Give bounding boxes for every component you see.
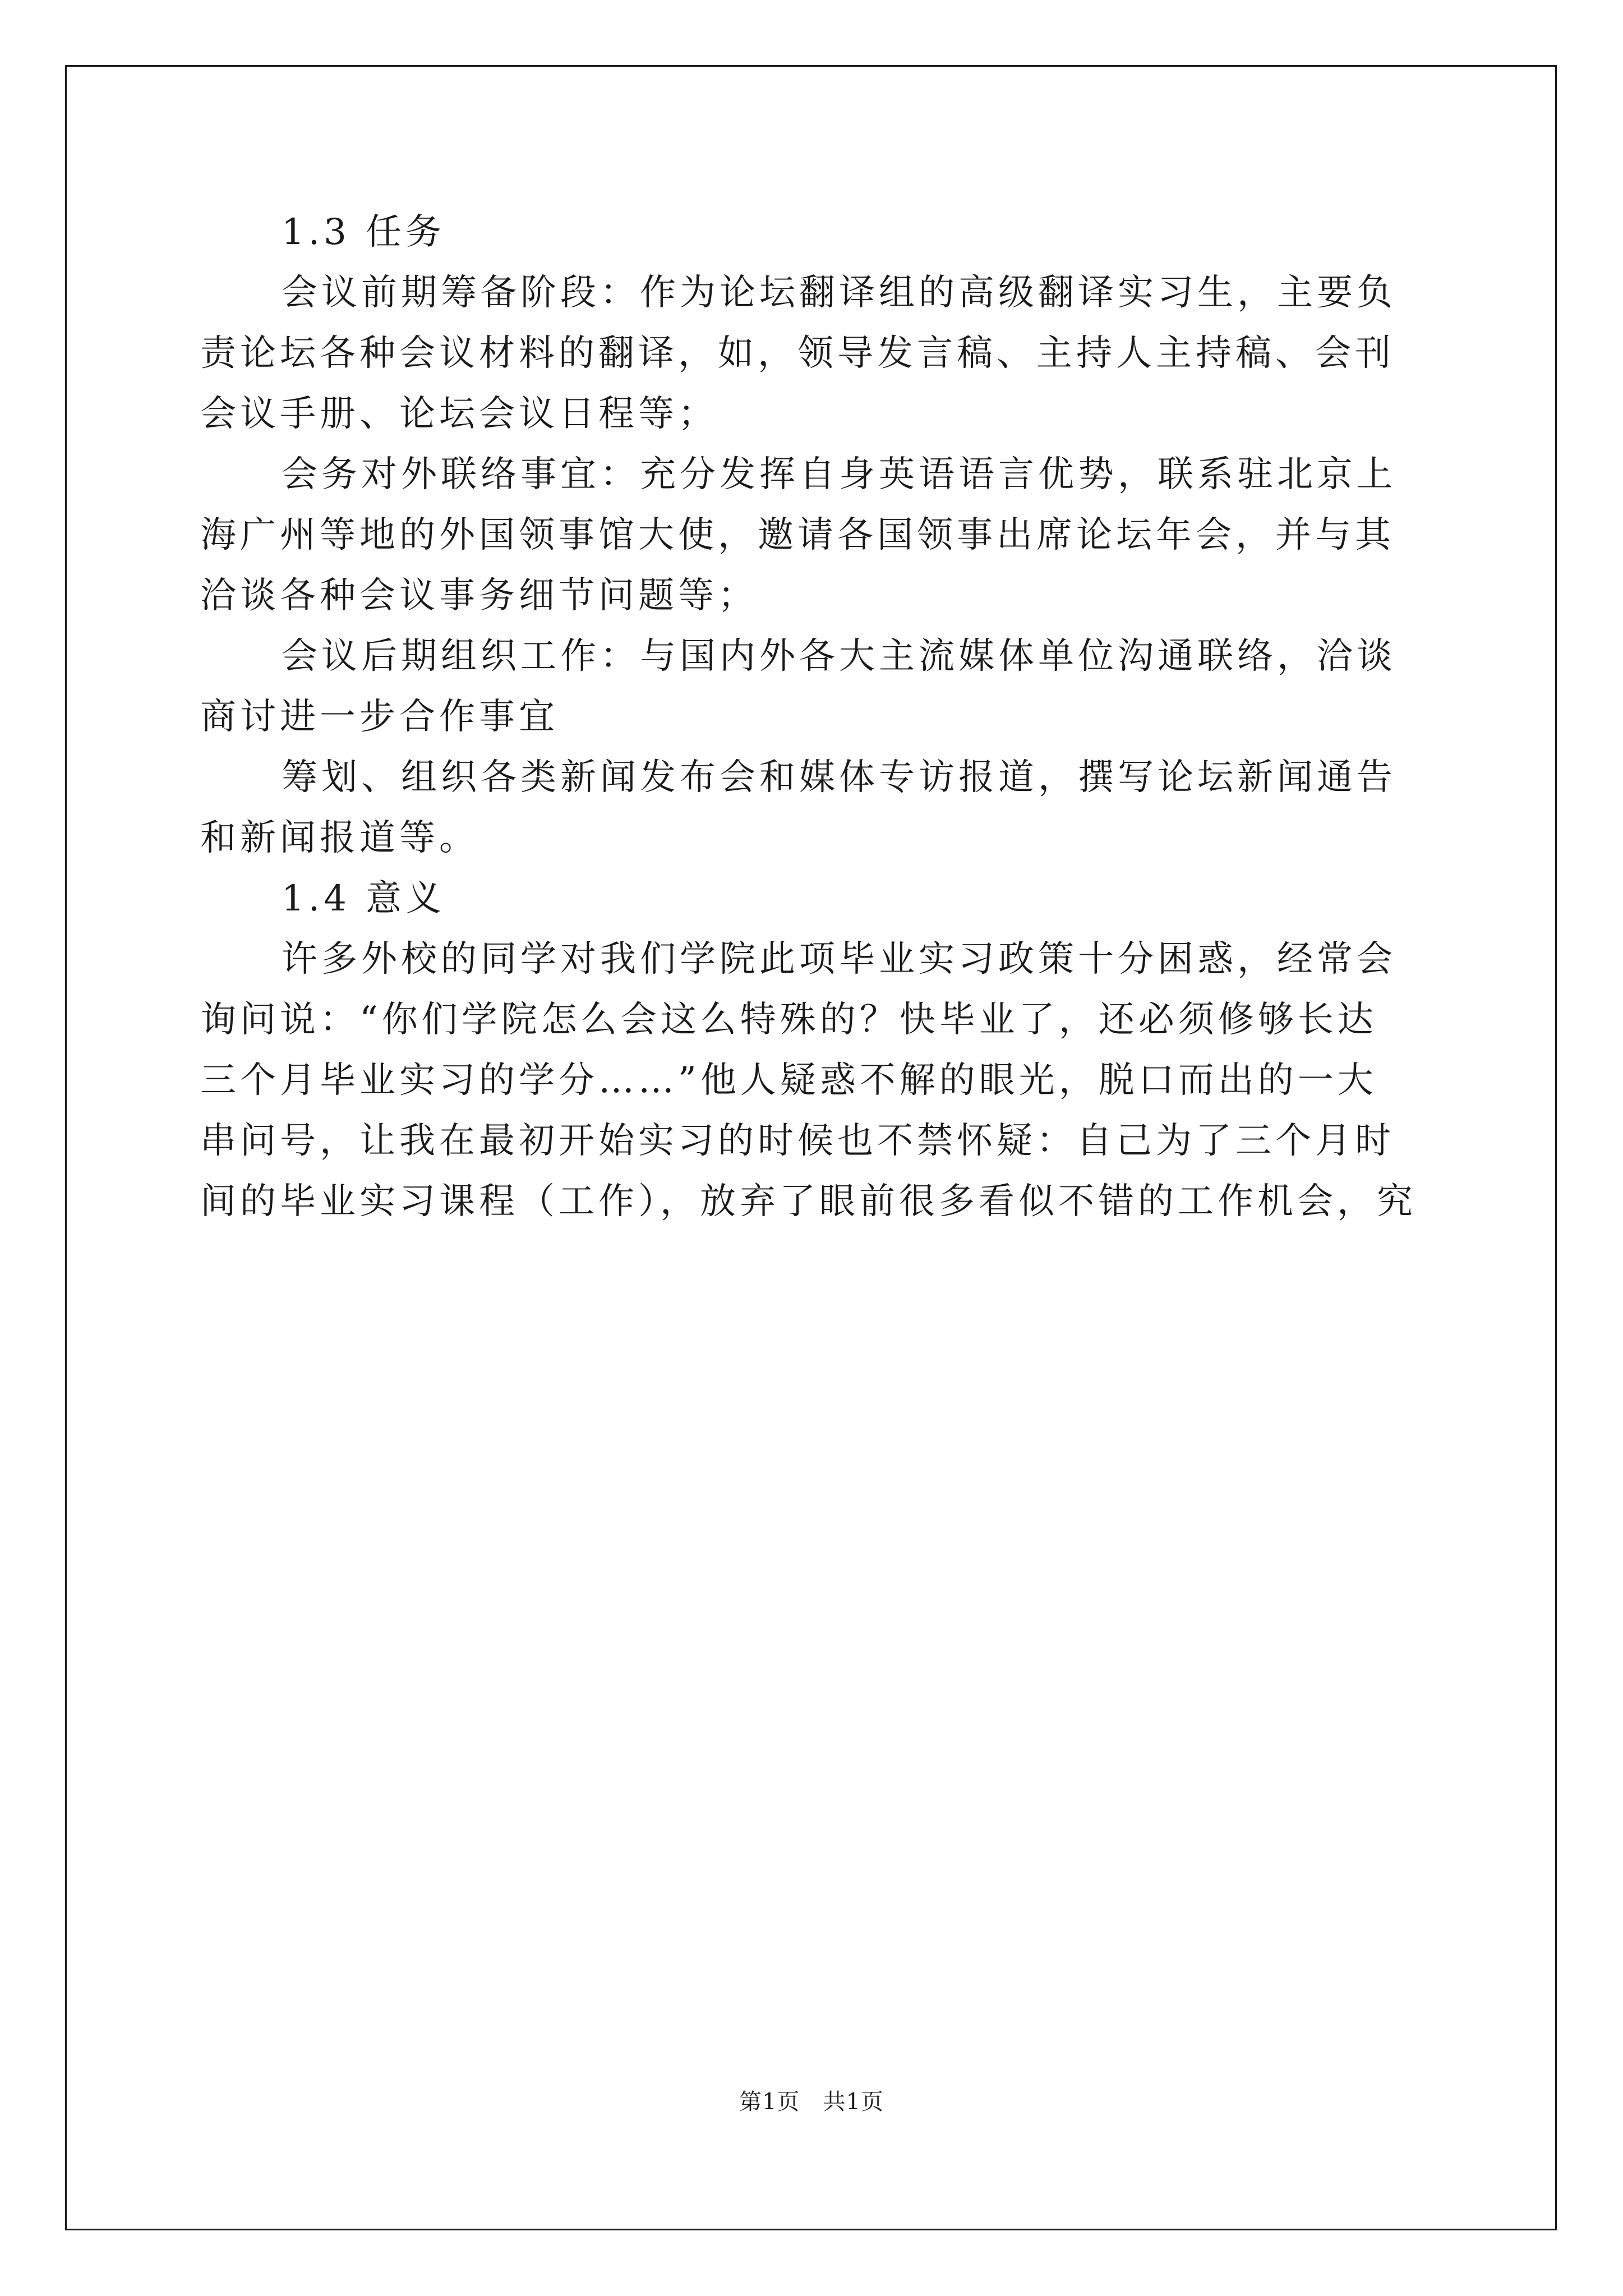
text-line: 间的毕业实习课程（工作），放弃了眼前很多看似不错的工作机会，究 — [200, 1181, 1417, 1222]
text-line: 责论坛各种会议材料的翻译，如，领导发言稿、主持人主持稿、会刊 — [200, 333, 1395, 374]
text-line: 三个月毕业实习的学分……”他人疑惑不解的眼光，脱口而出的一大 — [200, 1060, 1377, 1101]
text-line: 和新闻报道等。 — [200, 817, 479, 859]
text-line: 询问说：“你们学院怎么会这么特殊的？快毕业了，还必须修够长达 — [200, 999, 1377, 1041]
section-heading: 1.4 意义 — [282, 878, 446, 919]
text-line: 海广州等地的外国领事馆大使，邀请各国领事出席论坛年会，并与其 — [200, 514, 1395, 556]
text-line: 商讨进一步合作事宜 — [200, 696, 559, 738]
section-heading: 1.3 任务 — [282, 211, 446, 253]
text-line: 会议前期筹备阶段：作为论坛翻译组的高级翻译实习生，主要负 — [282, 272, 1396, 314]
page-number: 第1页 共1页 — [739, 2089, 884, 2115]
text-line: 洽谈各种会议事务细节问题等； — [200, 575, 758, 616]
text-line: 会议手册、论坛会议日程等； — [200, 393, 718, 435]
document-body — [200, 202, 1427, 1232]
text-line: 会务对外联络事宜：充分发挥自身英语语言优势，联系驻北京上 — [282, 454, 1396, 495]
text-line: 串问号，让我在最初开始实习的时候也不禁怀疑：自己为了三个月时 — [200, 1120, 1395, 1162]
page-footer — [0, 2088, 1623, 2116]
text-line: 许多外校的同学对我们学院此项毕业实习政策十分困惑，经常会 — [282, 938, 1396, 980]
text-line: 筹划、组织各类新闻发布会和媒体专访报道，撰写论坛新闻通告 — [282, 757, 1396, 798]
text-line: 会议后期组织工作：与国内外各大主流媒体单位沟通联络，洽谈 — [282, 636, 1396, 677]
